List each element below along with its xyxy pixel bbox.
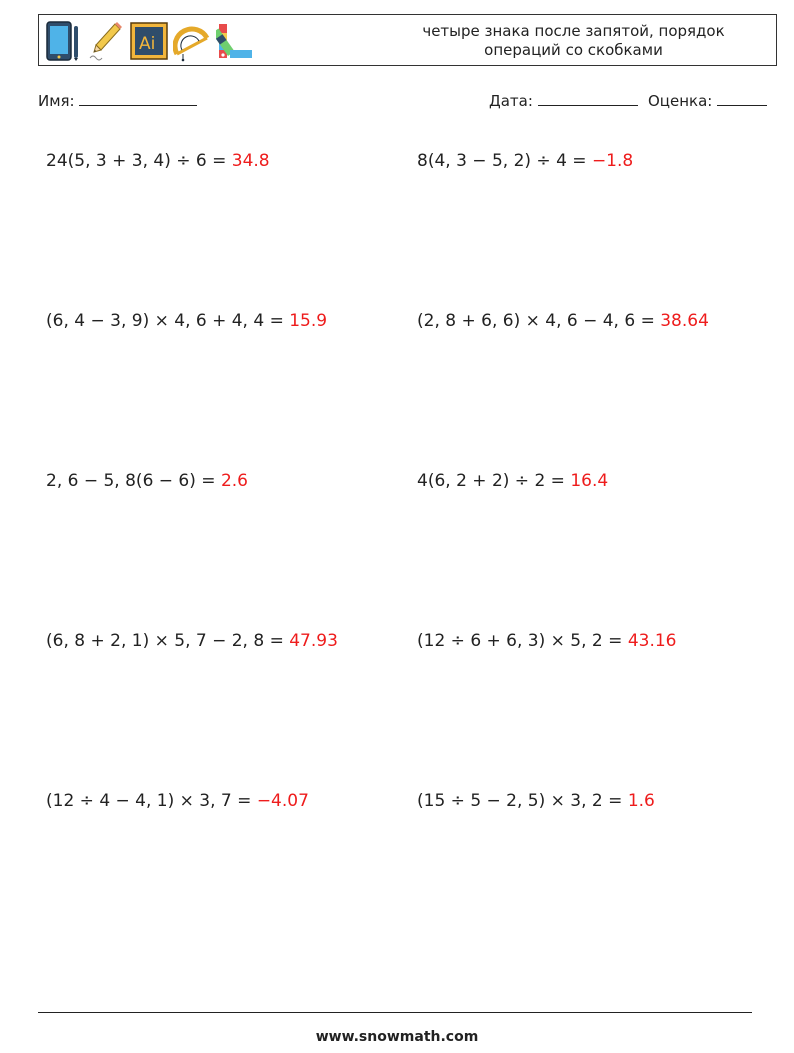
problem-3	[46, 311, 327, 331]
problem-answer: 1.6	[627, 791, 655, 811]
problem-7	[46, 631, 338, 651]
tablet-icon	[44, 20, 82, 62]
title-line-1: четыре знака после запятой, порядок	[422, 22, 725, 40]
protractor-icon	[173, 20, 211, 62]
problem-expression: (6, 4 − 3, 9) × 4, 6 + 4, 4 =	[46, 311, 284, 331]
problem-6	[417, 471, 608, 491]
svg-text:Ai: Ai	[139, 34, 156, 54]
problem-expression: (15 ÷ 5 − 2, 5) × 3, 2 =	[417, 791, 623, 811]
problem-expression: 4(6, 2 + 2) ÷ 2 =	[417, 471, 565, 491]
problem-expression: 2, 6 − 5, 8(6 − 6) =	[46, 471, 216, 491]
header-icons	[44, 20, 254, 62]
problem-answer: 38.64	[660, 311, 709, 331]
problem-answer: 2.6	[220, 471, 248, 491]
name-line	[79, 93, 197, 106]
problem-expression: (12 ÷ 4 − 4, 1) × 3, 7 =	[46, 791, 252, 811]
pencil-icon	[87, 20, 125, 62]
problem-answer: 47.93	[289, 631, 338, 651]
problem-answer: 16.4	[570, 471, 609, 491]
date-label: Дата:	[489, 92, 533, 110]
grade-label: Оценка:	[648, 92, 713, 110]
footer-divider	[38, 1012, 752, 1013]
problem-9	[46, 791, 309, 811]
footer-website: www.snowmath.com	[315, 1029, 479, 1045]
problem-5	[46, 471, 248, 491]
worksheet-title	[379, 22, 768, 60]
problem-answer: 43.16	[627, 631, 677, 651]
title-line-2: операций со скобками	[484, 41, 663, 59]
problem-answer: −1.8	[591, 151, 634, 171]
problem-answer: 34.8	[231, 151, 270, 171]
problem-answer: −4.07	[256, 791, 309, 811]
problem-4	[417, 311, 709, 331]
problem-1	[46, 151, 270, 171]
date-field	[489, 92, 638, 110]
grade-line	[717, 93, 767, 106]
name-label: Имя:	[38, 92, 75, 110]
color-swatch-icon	[216, 20, 254, 62]
problem-expression: (6, 8 + 2, 1) × 5, 7 − 2, 8 =	[46, 631, 284, 651]
date-line	[538, 93, 638, 106]
problem-8	[417, 631, 676, 651]
problem-10	[417, 791, 655, 811]
problem-2	[417, 151, 633, 171]
grade-field	[648, 92, 767, 110]
problem-expression: 24(5, 3 + 3, 4) ÷ 6 =	[46, 151, 227, 171]
problem-expression: (2, 8 + 6, 6) × 4, 6 − 4, 6 =	[417, 311, 655, 331]
name-field	[38, 92, 197, 110]
problem-answer: 15.9	[289, 311, 328, 331]
problem-expression: 8(4, 3 − 5, 2) ÷ 4 =	[417, 151, 587, 171]
worksheet-header	[38, 14, 777, 66]
problem-expression: (12 ÷ 6 + 6, 3) × 5, 2 =	[417, 631, 623, 651]
ai-file-icon	[130, 20, 168, 62]
